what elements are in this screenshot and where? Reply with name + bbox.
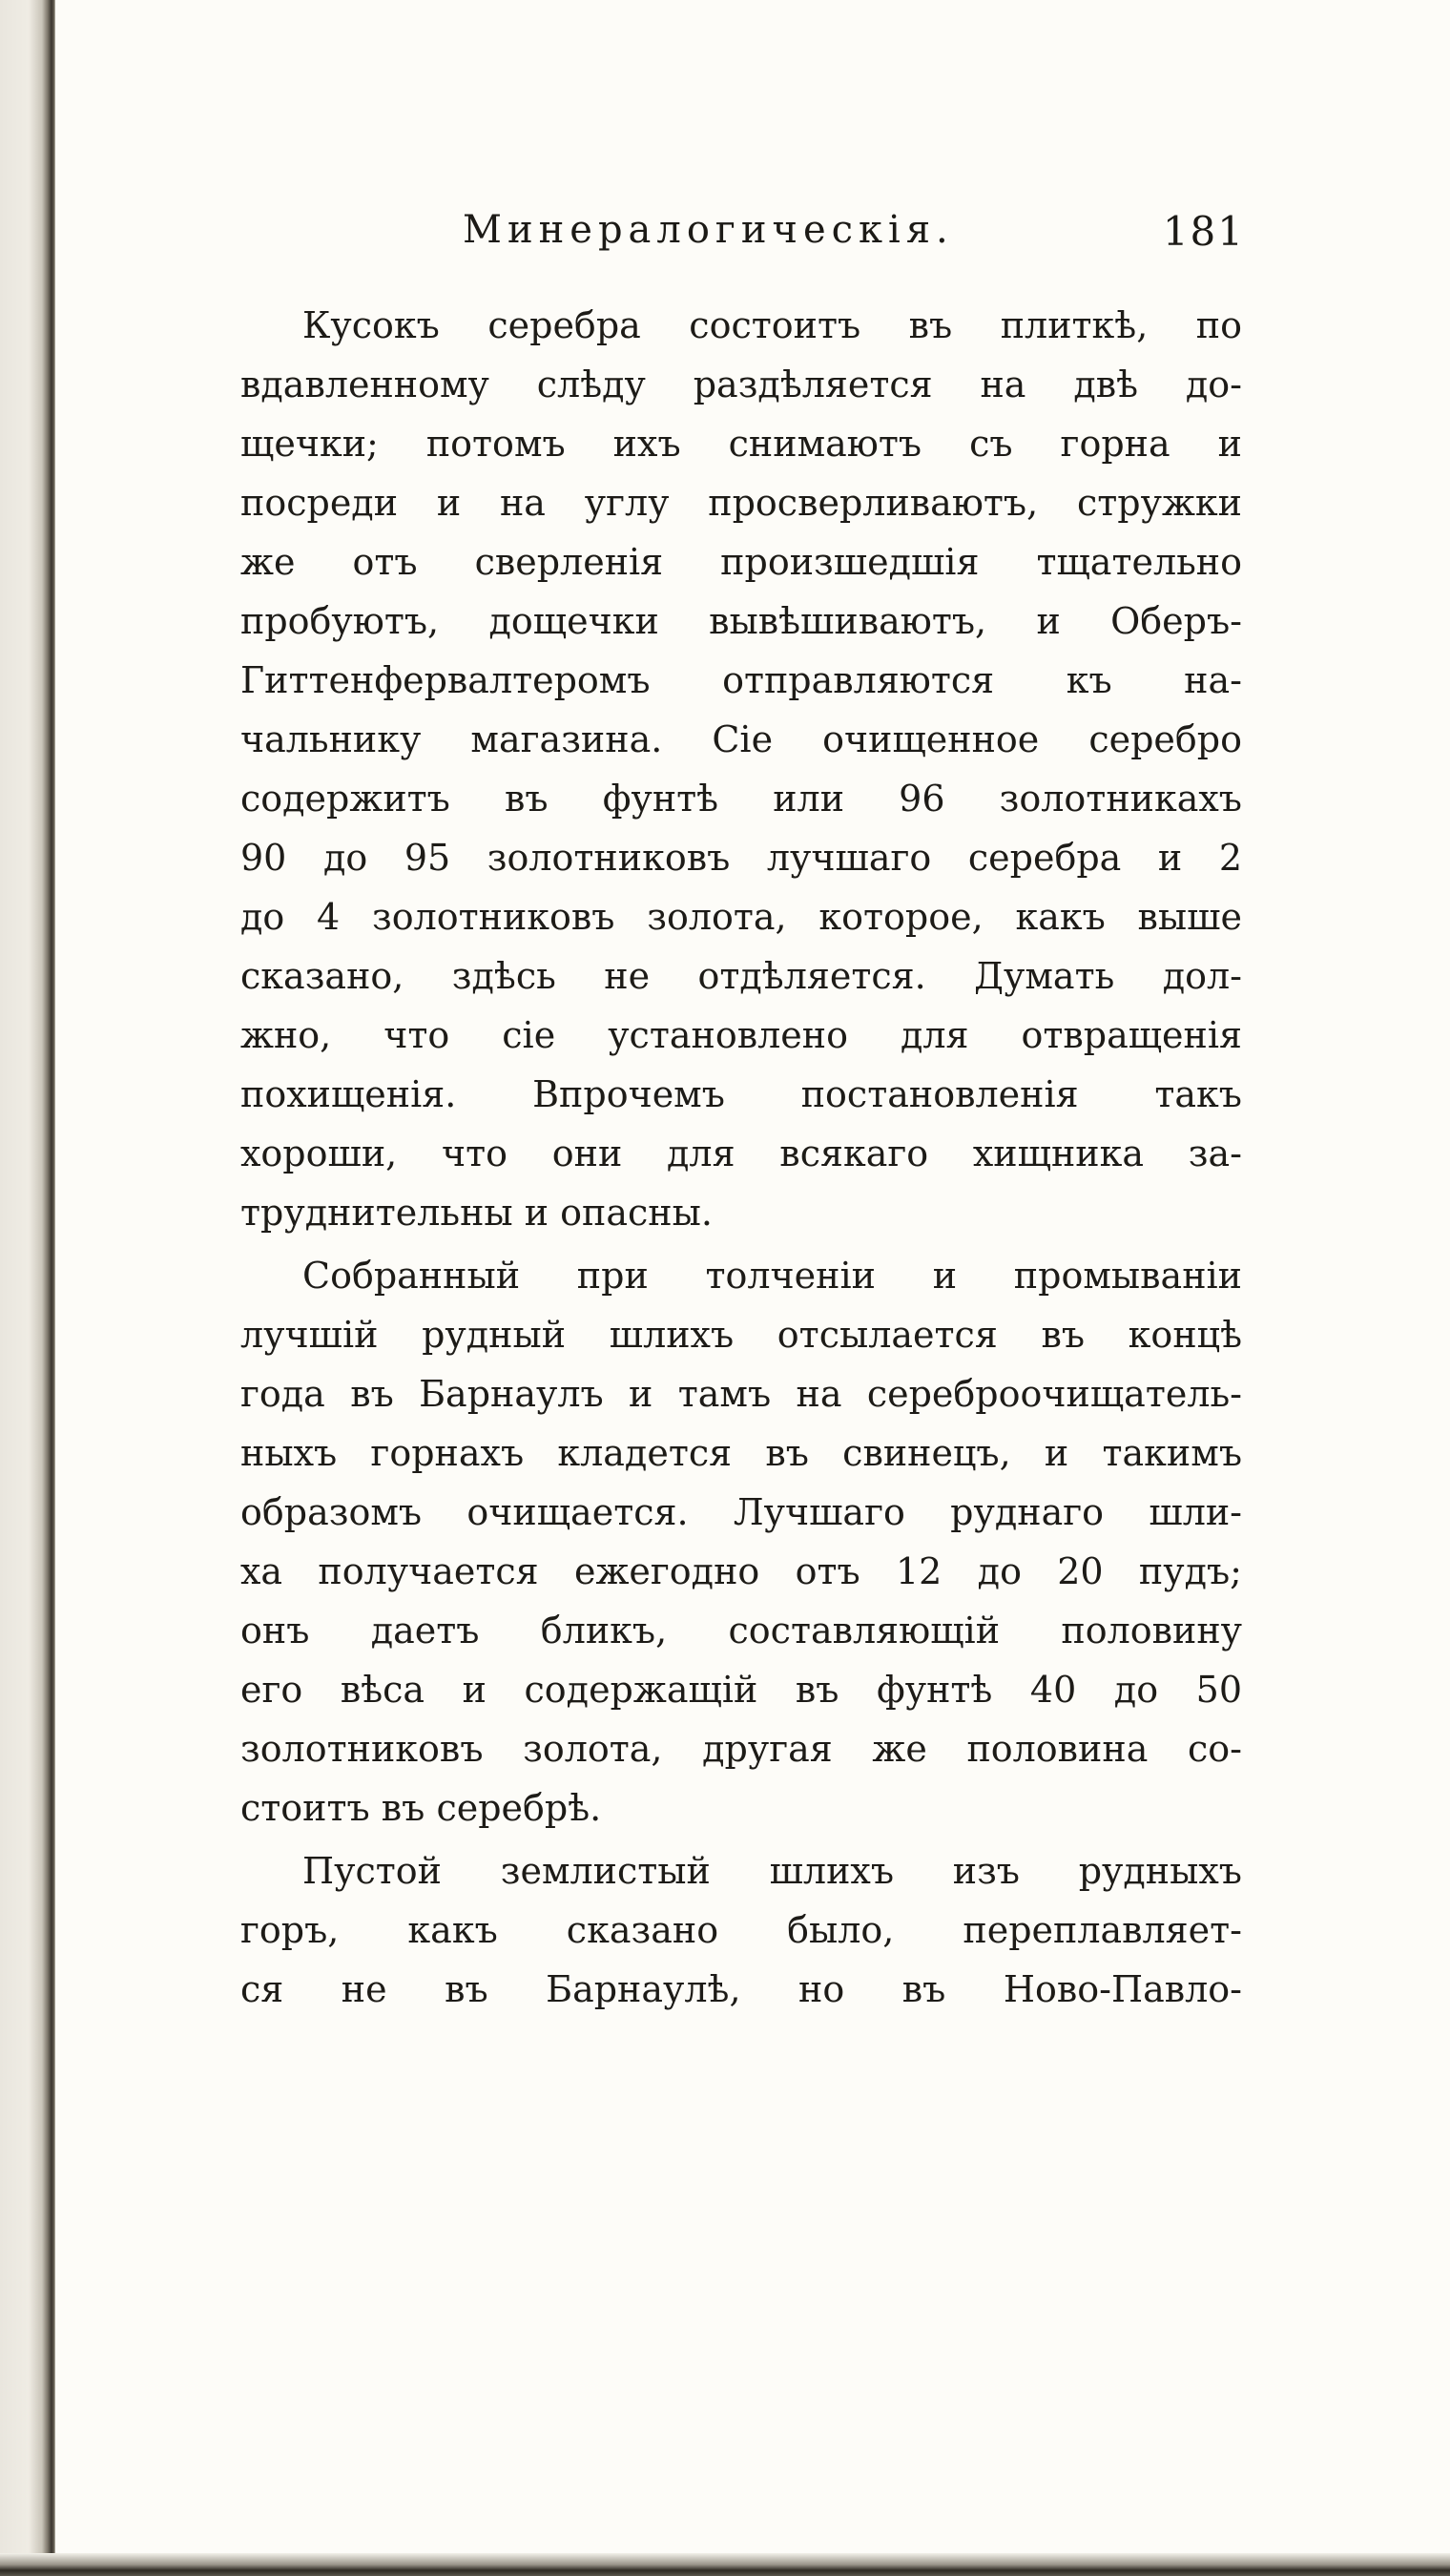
text-line: золотниковъ золота, другая же половина со-	[240, 1728, 1242, 1770]
text-line: сказано, здѣсь не отдѣляется. Думать дол-	[240, 955, 1242, 997]
page-bottom-edge	[0, 2553, 1450, 2576]
text-line: Собранный при толченіи и промываніи	[302, 1255, 1242, 1297]
text-line: ха получается ежегодно отъ 12 до 20 пудъ;	[240, 1550, 1242, 1592]
text-line: щечки; потомъ ихъ снимаютъ съ горна и	[240, 423, 1242, 465]
text-line: до 4 золотниковъ золота, которое, какъ выше	[240, 896, 1242, 938]
text-line: образомъ очищается. Лучшаго руднаго шли-	[240, 1491, 1242, 1533]
text-line: Гиттенфервалтеромъ отправляются къ на-	[240, 659, 1242, 701]
text-line: Кусокъ серебра состоитъ въ плиткѣ, по	[302, 304, 1242, 346]
paragraph-2	[240, 1246, 1242, 1838]
text-line: же отъ сверленія произшедшія тщательно	[240, 541, 1242, 583]
running-head	[463, 208, 1245, 265]
text-line: посреди и на углу просверливаютъ, стружки	[240, 482, 1242, 524]
text-line: вдавленному слѣду раздѣляется на двѣ до-	[240, 364, 1242, 405]
text-line: похищенія. Впрочемъ постановленія такъ	[240, 1073, 1242, 1115]
page-gutter	[0, 0, 55, 2576]
text-line: стоитъ въ серебрѣ.	[240, 1787, 602, 1829]
paragraph-1	[240, 296, 1242, 1242]
text-line: хороши, что они для всякаго хищника за-	[240, 1132, 1242, 1174]
page-number: 181	[1162, 208, 1245, 255]
text-line: онъ даетъ бликъ, составляющій половину	[240, 1610, 1242, 1652]
text-line: ся не въ Барнаулѣ, но въ Ново-Павло-	[240, 1968, 1242, 2010]
text-line: содержитъ въ фунтѣ или 96 золотникахъ	[240, 778, 1242, 820]
text-line: труднительны и опасны.	[240, 1192, 713, 1234]
text-line: Пустой землистый шлихъ изъ рудныхъ	[302, 1850, 1242, 1892]
paragraph-3	[240, 1841, 1242, 2019]
running-title: Минералогическія.	[463, 208, 954, 252]
text-line: лучшій рудный шлихъ отсылается въ концѣ	[240, 1314, 1242, 1356]
text-line: жно, что сіе установлено для отвращенія	[240, 1014, 1242, 1056]
body-text	[240, 296, 1242, 2019]
text-line: года въ Барнаулъ и тамъ на сереброочищатель-	[240, 1373, 1242, 1415]
text-line: ныхъ горнахъ кладется въ свинецъ, и такимъ	[240, 1432, 1242, 1474]
text-line: 90 до 95 золотниковъ лучшаго серебра и 2	[240, 837, 1242, 879]
text-line: чальнику магазина. Сіе очищенное серебро	[240, 718, 1242, 760]
text-line: горъ, какъ сказано было, переплавляет-	[240, 1909, 1242, 1951]
text-line: его вѣса и содержащій въ фунтѣ 40 до 50	[240, 1669, 1242, 1711]
text-line: пробуютъ, дощечки вывѣшиваютъ, и Оберъ-	[240, 600, 1242, 642]
